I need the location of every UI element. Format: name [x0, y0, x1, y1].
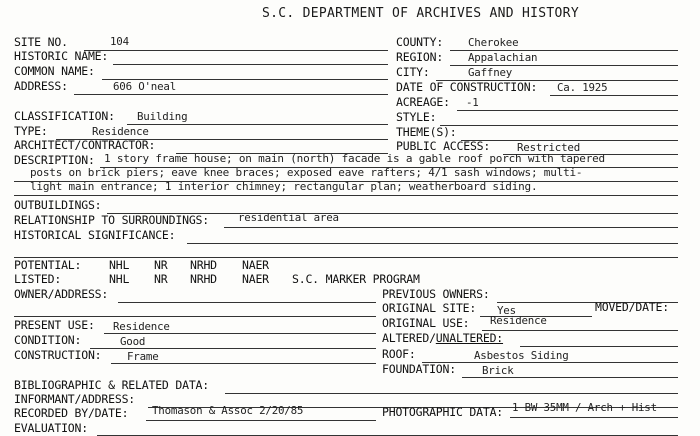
relationship-line — [224, 227, 678, 228]
listed-label: LISTED: — [14, 272, 62, 286]
bibliographic-label: BIBLIOGRAPHIC & RELATED DATA: — [14, 378, 209, 392]
foundation-value: Brick — [482, 364, 514, 377]
outbuildings-label: OUTBUILDINGS: — [14, 198, 102, 212]
roof-value: Asbestos Siding — [474, 349, 569, 362]
acreage-label: ACREAGE: — [396, 95, 450, 109]
potential-nhl: NHL — [109, 258, 130, 272]
foundation-label: FOUNDATION: — [382, 362, 456, 376]
site-no-value: 104 — [110, 35, 129, 48]
owner-address-line — [118, 302, 376, 303]
public-access-label: PUBLIC ACCESS: — [396, 139, 491, 153]
date-of-construction-label: DATE OF CONSTRUCTION: — [396, 80, 538, 94]
present-use-label: PRESENT USE: — [14, 318, 95, 332]
county-label: COUNTY: — [396, 35, 444, 49]
potential-naer: NAER — [242, 258, 269, 272]
description-label: DESCRIPTION: — [14, 153, 95, 167]
potential-nrhd: NRHD — [190, 258, 217, 272]
present-use-value: Residence — [113, 320, 170, 333]
historical-significance-label: HISTORICAL SIGNIFICANCE: — [14, 228, 176, 242]
acreage-value: -1 — [466, 96, 479, 109]
classification-value: Building — [137, 110, 188, 123]
date-of-construction-value: Ca. 1925 — [557, 81, 608, 94]
recorded-by-value: Thomason & Assoc 2/20/85 — [152, 404, 304, 417]
listed-sc-marker: S.C. MARKER PROGRAM — [292, 272, 420, 286]
style-line — [440, 125, 678, 126]
city-label: CITY: — [396, 65, 430, 79]
original-use-value: Residence — [490, 314, 547, 327]
moved-date-label: MOVED/DATE: — [595, 300, 669, 314]
historical-significance-line — [187, 243, 678, 244]
relationship-value: residential area — [238, 211, 339, 224]
unaltered-text: UNALTERED: — [435, 331, 504, 345]
site-no-line — [84, 50, 388, 51]
description-line-1: 1 story frame house; on main (north) facade is a gable roof porch with tapered — [104, 152, 605, 165]
recorded-by-line — [146, 420, 376, 421]
site-no-label: SITE NO. — [14, 35, 68, 49]
historic-name-line — [113, 64, 388, 65]
listed-nr: NR — [154, 272, 168, 286]
recorded-by-label: RECORDED BY/DATE: — [14, 406, 129, 420]
previous-owners-label: PREVIOUS OWNERS: — [382, 287, 490, 301]
owner-address-line-2 — [14, 316, 376, 317]
classification-line — [127, 124, 388, 125]
foundation-line — [462, 377, 678, 378]
address-label: ADDRESS: — [14, 79, 68, 93]
description-rule-3 — [14, 195, 678, 196]
potential-nr: NR — [154, 258, 168, 272]
city-value: Gaffney — [468, 66, 513, 79]
themes-label: THEME(S): — [396, 125, 457, 139]
address-value: 606 O'neal — [113, 80, 177, 93]
classification-label: CLASSIFICATION: — [14, 109, 115, 123]
listed-nrhd: NRHD — [190, 272, 217, 286]
description-line-3: light main entrance; 1 interior chimney; rectangular plan; weatherboard siding. — [30, 180, 538, 193]
construction-value: Frame — [127, 350, 159, 363]
date-of-construction-line — [550, 95, 678, 96]
condition-value: Good — [120, 335, 146, 348]
original-use-label: ORIGINAL USE: — [382, 316, 470, 330]
type-label: TYPE: — [14, 124, 48, 138]
original-use-line — [482, 330, 678, 331]
acreage-line — [457, 110, 678, 111]
informant-label: INFORMANT/ADDRESS: — [14, 392, 136, 406]
listed-naer: NAER — [242, 272, 269, 286]
altered-label — [382, 333, 503, 345]
photographic-data-value: 1 BW 35MM / Arch + Hist — [512, 401, 657, 414]
evaluation-label: EVALUATION: — [14, 421, 88, 435]
region-label: REGION: — [396, 50, 444, 64]
architect-label: ARCHITECT/CONTRACTOR: — [14, 138, 156, 152]
original-site-label: ORIGINAL SITE: — [382, 301, 477, 315]
style-label: STYLE: — [396, 110, 437, 124]
form-header: S.C. DEPARTMENT OF ARCHIVES AND HISTORY — [262, 6, 579, 21]
description-line-2: posts on brick piers; eave knee braces; exposed eave rafters; 4/1 sash windows; multi- — [30, 166, 583, 179]
construction-line — [111, 363, 376, 364]
original-site-value: Yes — [497, 304, 516, 317]
construction-label: CONSTRUCTION: — [14, 348, 102, 362]
historic-name-label: HISTORIC NAME: — [14, 49, 109, 63]
altered-text: ALTERED/ — [382, 331, 436, 345]
owner-address-label: OWNER/ADDRESS: — [14, 287, 109, 301]
condition-label: CONDITION: — [14, 333, 82, 347]
listed-nhl: NHL — [109, 272, 130, 286]
public-access-value: Restricted — [517, 141, 581, 154]
roof-line — [422, 362, 678, 363]
region-value: Appalachian — [468, 51, 538, 64]
photographic-data-line — [510, 417, 678, 418]
common-name-label: COMMON NAME: — [14, 64, 95, 78]
county-value: Cherokee — [468, 36, 519, 49]
relationship-label: RELATIONSHIP TO SURROUNDINGS: — [14, 213, 209, 227]
altered-line — [520, 346, 678, 347]
present-use-line — [104, 333, 376, 334]
roof-label: ROOF: — [382, 347, 416, 361]
potential-label: POTENTIAL: — [14, 258, 82, 272]
photographic-data-label: PHOTOGRAPHIC DATA: — [382, 405, 504, 419]
bibliographic-line — [225, 393, 678, 394]
condition-line — [90, 348, 376, 349]
address-line — [74, 94, 388, 95]
type-value: Residence — [92, 125, 149, 138]
